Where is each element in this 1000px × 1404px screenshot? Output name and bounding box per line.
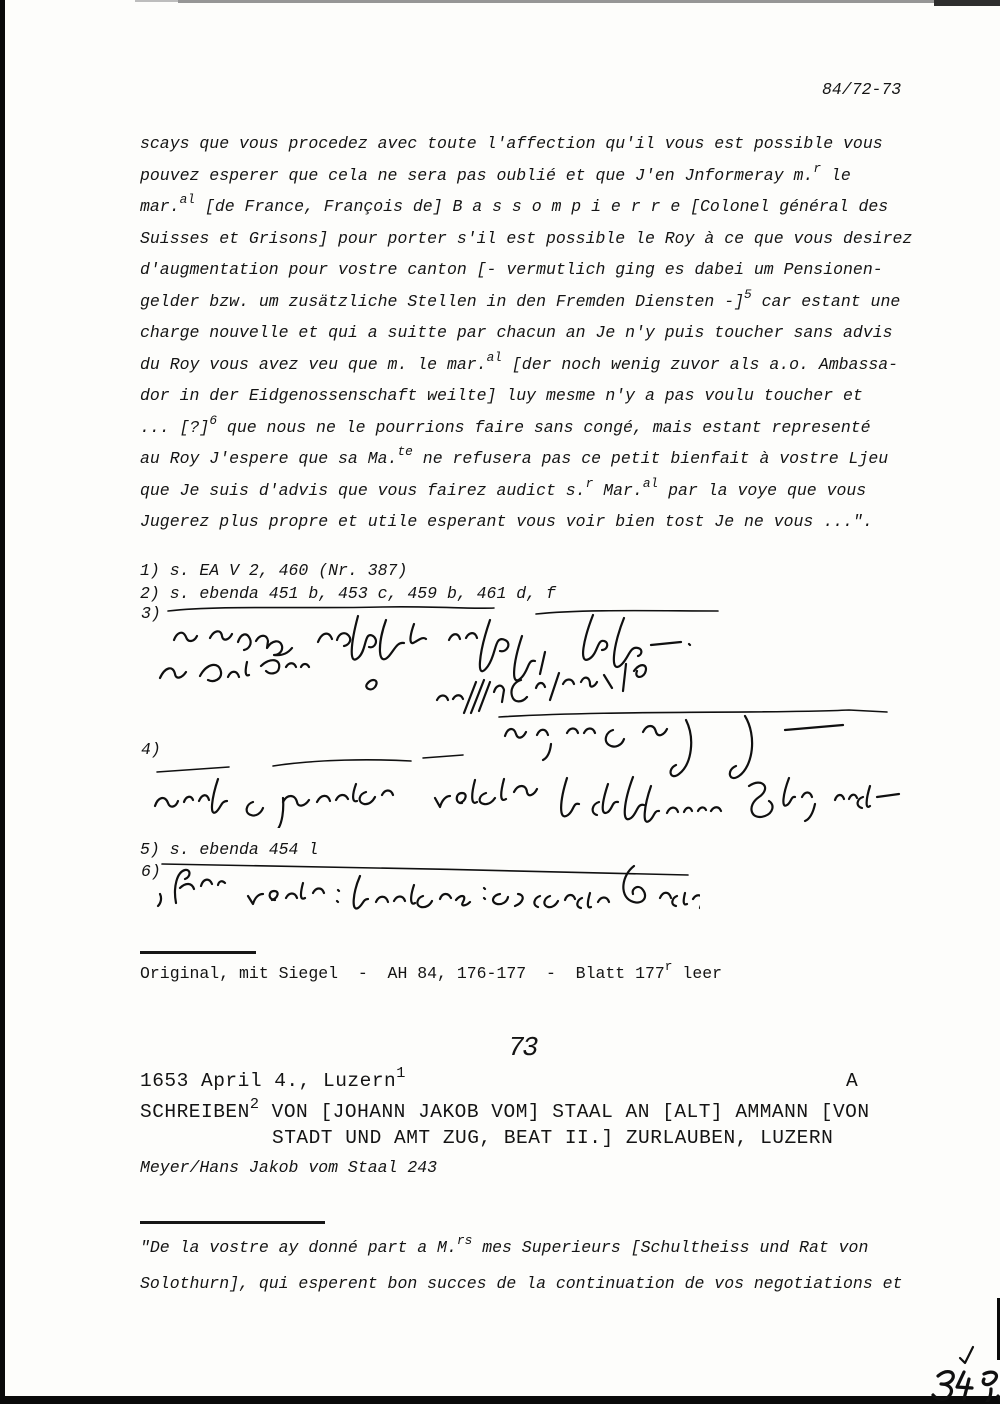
text-line: Suisses et Grisons] pour porter s'il est possible le Roy à ce que vous desirez [140, 228, 913, 248]
source-reference: Meyer/Hans Jakob vom Staal 243 [140, 1158, 438, 1177]
text-line: dor in der Eidgenossenschaft weilte] luy mesme n'y a pas voulu toucher et [140, 386, 863, 405]
scan-edge-top-fragment [135, 0, 180, 2]
archivist-mark-group [928, 1336, 1000, 1402]
footnote-3-label: 3) [141, 604, 161, 623]
text-line: "De la vostre ay donné part a M.$^{rs}$ mes Superieurs [Schultheiss und Rat von [140, 1233, 869, 1257]
footnote-4-handwriting-facsimile [143, 706, 903, 828]
text-line: Jugerez plus propre et utile esperant vous voir bien tost Je ne vous ...". [140, 512, 873, 531]
footnote-2: 2) s. ebenda 451 b, 453 c, 459 b, 461 d, f [140, 583, 556, 603]
text-line: d'augmentation pour vostre canton [- vermutlich ging es dabei um Pensionen- [140, 260, 883, 279]
text-line: Solothurn], qui esperent bon succes de la continuation de vos negotiations et [140, 1274, 903, 1293]
text-line: mar.$^{al}$ [de France, François de] B a s s o m p i e r r e [Colonel général des [140, 192, 889, 216]
provenance-line: Original, mit Siegel - AH 84, 176-177 - Blatt 177$^r$ leer [140, 959, 723, 983]
text-line: scays que vous procedez avec toute l'affection qu'il vous est possible vous [140, 134, 883, 153]
archivist-checkmark [960, 1347, 973, 1363]
footnote-3-handwriting-facsimile [152, 602, 744, 720]
footnote-6-label: 6) [141, 862, 161, 881]
scan-edge-left [0, 0, 5, 1404]
text-line: au Roy J'espere que sa Ma.$^{te}$ ne refusera pas ce petit bienfait à vostre Ljeu [140, 444, 889, 468]
entry-number: 73 [508, 1034, 537, 1064]
marginal-letter-a: A [846, 1070, 858, 1092]
title-line-1: SCHREIBEN$^2$ VON [JOHANN JAKOB VOM] STAAL AN [ALT] AMMANN [VON [140, 1094, 870, 1123]
text-line: charge nouvelle et qui a suitte par chacun an Je n'y puis toucher sans advis [140, 323, 893, 342]
footnote-6-handwriting-facsimile [152, 856, 700, 926]
text-line: du Roy vous avez veu que m. le mar.$^{al}$ [der noch wenig zuvor als a.o. Ambassa- [140, 349, 899, 374]
separator-rule-provenance [140, 951, 256, 954]
footnote-4-label: 4) [141, 740, 161, 759]
title-line-2: STADT UND AMT ZUG, BEAT II.] ZURLAUBEN, LUZERN [272, 1127, 834, 1149]
scan-edge-top-right [934, 0, 1000, 6]
scan-edge-top [178, 0, 938, 3]
letter-body [140, 128, 980, 538]
archivist-page-mark [933, 1372, 1000, 1402]
text-line: que Je suis d'advis que vous fairez audict s.$^r$ Mar.$^{al}$ par la voye que vous [140, 475, 867, 500]
scan-edge-bottom [0, 1396, 1000, 1404]
footnote-5: 5) s. ebenda 454 l [140, 840, 319, 859]
page-number: 84/72-73 [822, 80, 902, 99]
separator-rule-quote [140, 1221, 325, 1224]
dateline: 1653 April 4., Luzern$^1$ [140, 1063, 406, 1092]
quote-block [140, 1230, 902, 1302]
footnote-1: 1) s. EA V 2, 460 (Nr. 387) [140, 561, 408, 580]
text-line: ... [?]$^6$ que nous ne le pourrions faire sans congé, mais estant representé [140, 412, 871, 437]
text-line: gelder bzw. um zusätzliche Stellen in den Fremden Diensten -]$^5$ car estant une [140, 286, 901, 311]
footnotes-block [140, 560, 556, 605]
text-line: pouvez esperer que cela ne sera pas oublié et que J'en Jnformeray m.$^r$ le [140, 160, 851, 185]
